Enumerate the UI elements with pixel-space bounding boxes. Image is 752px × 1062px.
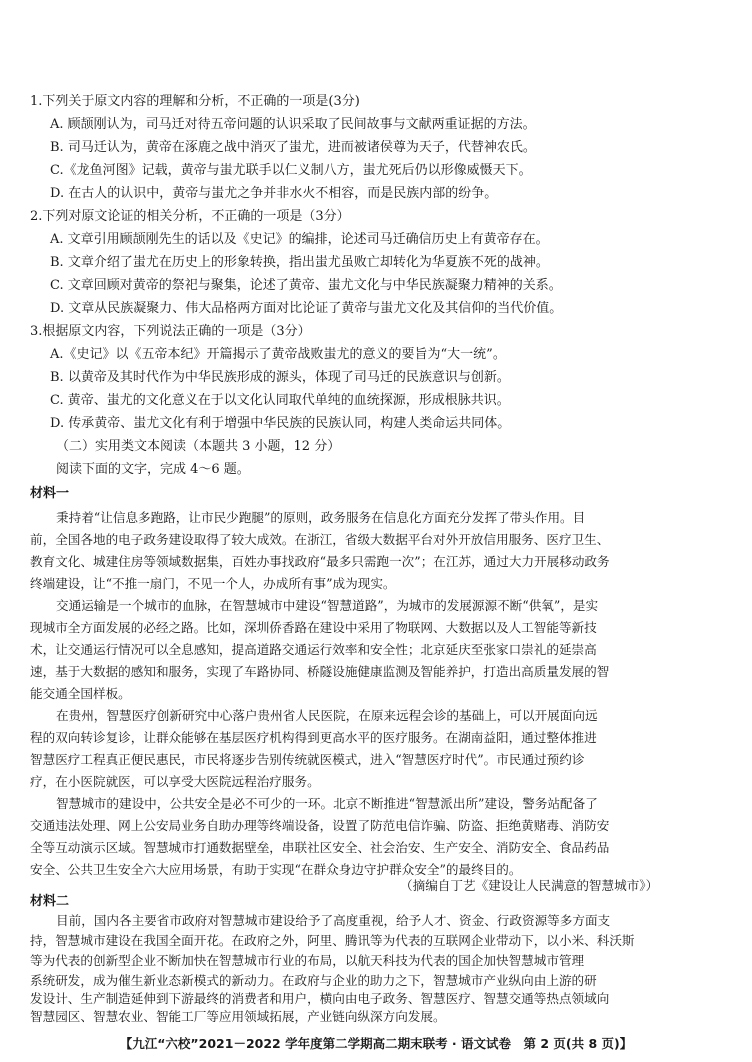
m1-p3-line: 疗，在小医院就医，可以享受大医院远程治疗服务。 (30, 774, 320, 789)
q1-option-a: A. 顾颉刚认为，司马迁对待五帝问题的认识采取了民间故事与文献两重证据的方法。 (50, 117, 536, 132)
q1-option-b: B. 司马迁认为，黄帝在涿鹿之战中消灭了蚩尤，进而被诸侯尊为天子，代替神农氏。 (50, 140, 536, 155)
m1-p4-line: 安全、公共卫生安全六大应用场景，有助于实现“在群众身边守护群众安全”的最终目的。 (30, 862, 522, 877)
m2-p1-line: 发设计、生产制造延伸到下游最终的消费者和用户，横向由电子政务、智慧医疗、智慧交通等热点领域向 (30, 991, 610, 1006)
m2-p1-line: 系统研发，成为催生新业态新模式的新动力。在政府与企业的助力之下，智慧城市产业纵向由上游的研 (30, 973, 597, 988)
m1-p1-line: 终端建设，让“不推一扇门，不见一个人，办成所有事”成为现实。 (30, 576, 396, 591)
m2-p1-line: 持，智慧城市建设在我国全面开花。在政府之外，阿里、腾讯等为代表的互联网企业带动下，以小米、科沃斯 (30, 933, 635, 948)
m1-p2-line: 交通运输是一个城市的血脉，在智慧城市中建设“智慧道路”，为城市的发展源源不断“供氧”，是实 (56, 598, 599, 613)
q1-stem: 1.下列关于原文内容的理解和分析，不正确的一项是(3分) (30, 94, 360, 109)
q2-option-a: A. 文章引用顾颉刚先生的话以及《史记》的编排，论述司马迁确信历史上有黄帝存在。 (50, 232, 549, 247)
material-2-title: 材料二 (30, 894, 70, 909)
page-footer: 【九江“六校”2021－2022 学年度第二学期高二期末联考 · 语文试卷 第 2 页(共 8 页)】 (119, 1036, 633, 1051)
m1-p1-line: 秉持着“让信息多跑路，让市民少跑腿”的原则，政务服务在信息化方面充分发挥了带头作用。目 (56, 510, 586, 525)
m1-p4-line: 全等互动演示区域。智慧城市打通数据壁垒，串联社区安全、社会治安、生产安全、消防安全、食品药品 (30, 840, 610, 855)
m2-p1-line: 目前，国内各主要省市政府对智慧城市建设给予了高度重视，给予人才、资金、行政资源等多方面支 (56, 913, 611, 928)
m1-p3-line: 在贵州，智慧医疗创新研究中心落户贵州省人民医院，在原来远程会诊的基础上，可以开展面向远 (56, 708, 598, 723)
material-1-source: （摘编自丁艺《建设让人民满意的智慧城市》） (400, 878, 659, 893)
q3-option-d: D. 传承黄帝、蚩尤文化有利于增强中华民族的民族认同，构建人类命运共同体。 (50, 416, 511, 431)
m2-p1-line: 等为代表的创新型企业不断加快在智慧城市行业的布局，以航天科技为代表的国企加快智慧城市管理 (30, 953, 585, 968)
section-instruction: 阅读下面的文字，完成 4～6 题。 (56, 462, 250, 477)
section-heading: （二）实用类文本阅读（本题共 3 小题，12 分） (56, 439, 341, 454)
m1-p4-line: 智慧城市的建设中，公共安全是必不可少的一环。北京不断推进“智慧派出所”建设，警务站配备了 (56, 796, 598, 811)
m1-p2-line: 现城市全方面发展的必经之路。比如，深圳侨香路在建设中采用了物联网、大数据以及人工智能等新技 (30, 620, 597, 635)
m1-p2-line: 能交通全国样板。 (30, 686, 131, 701)
m2-p1-line: 智慧园区、智慧农业、智能工厂等应用领域拓展，产业链向纵深方向发展。 (30, 1009, 446, 1024)
m1-p4-line: 交通违法处理、网上公安局业务自助办理等终端设备，设置了防范电信诈骗、防盗、拒绝黄赌毒、消防安 (30, 818, 610, 833)
q1-option-c: C.《龙鱼河图》记载，黄帝与蚩尤联手以仁义制八方，蚩尤死后仍以形像威慑天下。 (50, 163, 532, 178)
m1-p3-line: 智慧医疗工程真正便民惠民，市民将逐步告别传统就医模式，进入“智慧医疗时代”。市民通过预约诊 (30, 752, 585, 767)
q3-option-c: C. 黄帝、蚩尤的文化意义在于以文化认同取代单纯的血统探源，形成根脉共识。 (50, 393, 510, 408)
q1-option-d: D. 在古人的认识中，黄帝与蚩尤之争并非水火不相容，而是民族内部的纷争。 (50, 186, 498, 201)
q3-option-b: B. 以黄帝及其时代作为中华民族形成的源头，体现了司马迁的民族意识与创新。 (50, 370, 510, 385)
q3-stem: 3.根据原文内容，下列说法正确的一项是（3分） (30, 324, 311, 339)
m1-p1-line: 前，全国各地的电子政务建设取得了较大成效。在浙江，省级大数据平台对外开放信用服务、医疗卫生、 (30, 532, 610, 547)
material-1-title: 材料一 (30, 486, 70, 501)
q2-option-c: C. 文章回顾对黄帝的祭祀与聚集，论述了黄帝、蚩尤文化与中华民族凝聚力精神的关系。 (50, 278, 562, 293)
m1-p2-line: 速，基于大数据的感知和服务，实现了车路协同、桥隧设施健康监测及智能养护，打造出高质量发展的智 (30, 664, 610, 679)
q2-option-d: D. 文章从民族凝聚力、伟大品格两方面对比论证了黄帝与蚩尤文化及其信仰的当代价值。 (50, 301, 563, 316)
m1-p3-line: 程的双向转诊复诊，让群众能够在基层医疗机构得到更高水平的医疗服务。在湖南益阳，通过整体推进 (30, 730, 597, 745)
q2-stem: 2.下列对原文论证的相关分析，不正确的一项是（3分） (30, 209, 350, 224)
q3-option-a: A.《史记》以《五帝本纪》开篇揭示了黄帝战败蚩尤的意义的要旨为“大一统”。 (50, 347, 506, 362)
m1-p2-line: 术，让交通运行情况可以全息感知，提高道路交通运行效率和安全性；北京延庆至张家口崇礼的延崇高 (30, 642, 597, 657)
m1-p1-line: 教育文化、城建住房等领域数据集，百姓办事找政府“最多只需跑一次”；在江苏，通过大力开展移动政务 (30, 554, 610, 569)
q2-option-b: B. 文章介绍了蚩尤在历史上的形象转换，指出蚩尤虽败亡却转化为华夏族不死的战神。 (50, 255, 549, 270)
